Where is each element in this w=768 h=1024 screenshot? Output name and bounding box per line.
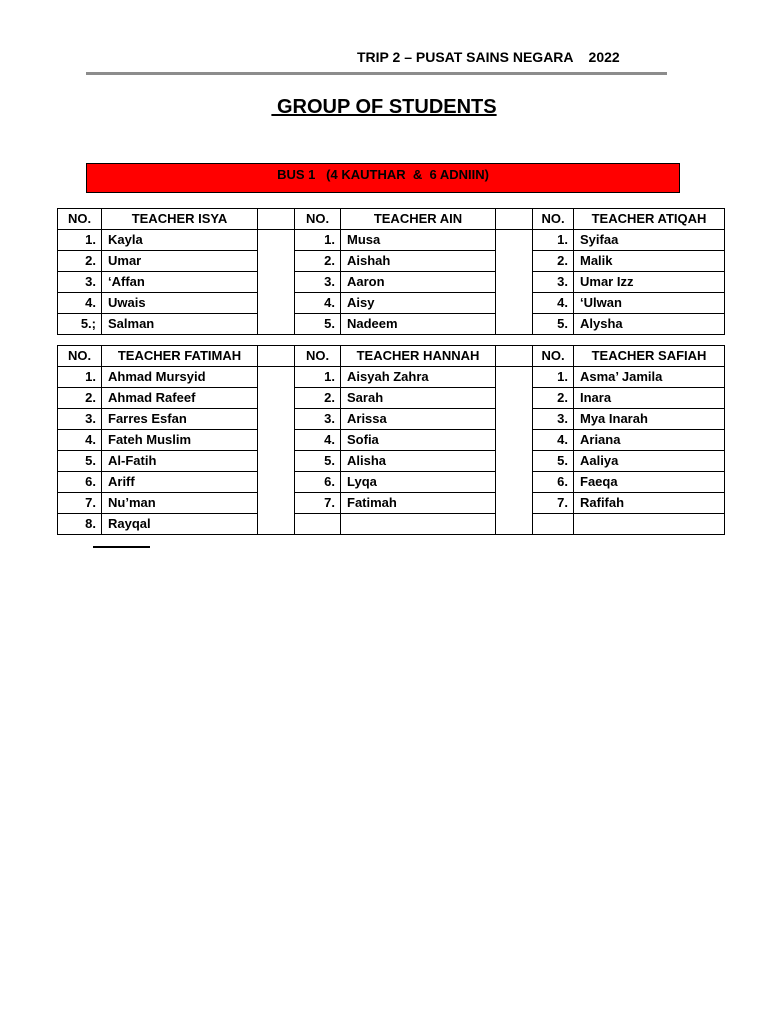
table-row [58,409,725,430]
no-column-header: NO. [58,346,102,367]
document-header-title: TRIP 2 – PUSAT SAINS NEGARA 2022 [357,49,620,65]
student-number: 4. [533,293,574,314]
column-spacer [258,293,295,314]
student-name: Aaliya [574,451,725,472]
student-name: Rayqal [102,514,258,535]
footer-underline [93,546,150,548]
no-column-header: NO. [533,209,574,230]
student-name: Musa [341,230,496,251]
teacher-column-header: TEACHER SAFIAH [574,346,725,367]
table-header-row [58,209,725,230]
column-spacer [258,346,295,367]
student-name: Ahmad Rafeef [102,388,258,409]
student-name: Sofia [341,430,496,451]
no-column-header: NO. [533,346,574,367]
student-name: Nadeem [341,314,496,335]
student-number: 1. [58,230,102,251]
column-spacer [258,472,295,493]
student-number: 8. [58,514,102,535]
student-name: Umar [102,251,258,272]
student-number: 5. [295,451,341,472]
student-name: Nu’man [102,493,258,514]
column-spacer [496,209,533,230]
student-number: 4. [295,293,341,314]
student-number: 5. [295,314,341,335]
student-number: 1. [295,230,341,251]
student-number: 3. [58,409,102,430]
teacher-column-header: TEACHER HANNAH [341,346,496,367]
column-spacer [496,430,533,451]
student-group-table-2 [57,345,725,535]
no-column-header: NO. [295,346,341,367]
student-name: Aishah [341,251,496,272]
column-spacer [258,409,295,430]
student-name: Umar Izz [574,272,725,293]
student-name: ‘Affan [102,272,258,293]
student-number: 4. [58,430,102,451]
student-number: 4. [533,430,574,451]
student-number: 3. [533,409,574,430]
table-row [58,430,725,451]
column-spacer [496,514,533,535]
column-spacer [496,388,533,409]
student-number: 1. [533,367,574,388]
table-row [58,272,725,293]
student-number: 7. [58,493,102,514]
column-spacer [496,367,533,388]
student-name: Alysha [574,314,725,335]
student-name: Ahmad Mursyid [102,367,258,388]
bus-banner: BUS 1 (4 KAUTHAR & 6 ADNIIN) [86,163,680,193]
student-number: 4. [295,430,341,451]
student-number: 5.; [58,314,102,335]
student-name: Fateh Muslim [102,430,258,451]
table-header-row [58,346,725,367]
student-number: 2. [533,251,574,272]
student-name: Kayla [102,230,258,251]
student-name: Ariana [574,430,725,451]
column-spacer [496,472,533,493]
header-divider [86,72,667,75]
table-row [58,388,725,409]
student-number: 2. [533,388,574,409]
student-name: Rafifah [574,493,725,514]
column-spacer [258,493,295,514]
student-number: 1. [58,367,102,388]
column-spacer [258,251,295,272]
student-name: Inara [574,388,725,409]
column-spacer [496,230,533,251]
student-number: 6. [533,472,574,493]
student-group-table-1 [57,208,725,335]
student-name: Aaron [341,272,496,293]
column-spacer [258,230,295,251]
column-spacer [258,514,295,535]
student-name: Arissa [341,409,496,430]
student-name: Uwais [102,293,258,314]
table-row [58,230,725,251]
student-number: 6. [58,472,102,493]
column-spacer [258,451,295,472]
column-spacer [496,272,533,293]
student-name: Aisyah Zahra [341,367,496,388]
student-name [341,514,496,535]
student-number: 1. [295,367,341,388]
no-column-header: NO. [295,209,341,230]
table-row [58,514,725,535]
student-name: Asma’ Jamila [574,367,725,388]
teacher-column-header: TEACHER ISYA [102,209,258,230]
student-name: Malik [574,251,725,272]
column-spacer [258,314,295,335]
student-name: Aisy [341,293,496,314]
student-number: 7. [295,493,341,514]
student-number: 2. [58,251,102,272]
student-number [295,514,341,535]
table-row [58,293,725,314]
column-spacer [496,451,533,472]
student-number: 3. [533,272,574,293]
table-row [58,493,725,514]
column-spacer [258,367,295,388]
teacher-column-header: TEACHER AIN [341,209,496,230]
student-number: 3. [295,272,341,293]
column-spacer [496,314,533,335]
student-name [574,514,725,535]
student-number: 2. [58,388,102,409]
column-spacer [258,430,295,451]
table-row [58,472,725,493]
page-title: GROUP OF STUDENTS [271,96,497,118]
student-name: Syifaa [574,230,725,251]
student-name: Ariff [102,472,258,493]
student-number: 5. [533,314,574,335]
student-name: Al-Fatih [102,451,258,472]
student-number: 2. [295,388,341,409]
student-number [533,514,574,535]
student-name: ‘Ulwan [574,293,725,314]
student-number: 6. [295,472,341,493]
student-name: Sarah [341,388,496,409]
column-spacer [496,346,533,367]
student-number: 5. [533,451,574,472]
table-row [58,451,725,472]
student-name: Lyqa [341,472,496,493]
student-number: 3. [58,272,102,293]
table-row [58,314,725,335]
student-number: 7. [533,493,574,514]
student-number: 1. [533,230,574,251]
column-spacer [496,409,533,430]
student-name: Farres Esfan [102,409,258,430]
table-row [58,367,725,388]
student-name: Fatimah [341,493,496,514]
student-name: Salman [102,314,258,335]
student-name: Faeqa [574,472,725,493]
student-name: Mya Inarah [574,409,725,430]
student-number: 5. [58,451,102,472]
teacher-column-header: TEACHER ATIQAH [574,209,725,230]
student-name: Alisha [341,451,496,472]
student-number: 2. [295,251,341,272]
student-number: 4. [58,293,102,314]
column-spacer [258,388,295,409]
table-row [58,251,725,272]
column-spacer [496,251,533,272]
column-spacer [496,293,533,314]
column-spacer [258,209,295,230]
student-number: 3. [295,409,341,430]
column-spacer [496,493,533,514]
teacher-column-header: TEACHER FATIMAH [102,346,258,367]
no-column-header: NO. [58,209,102,230]
column-spacer [258,272,295,293]
